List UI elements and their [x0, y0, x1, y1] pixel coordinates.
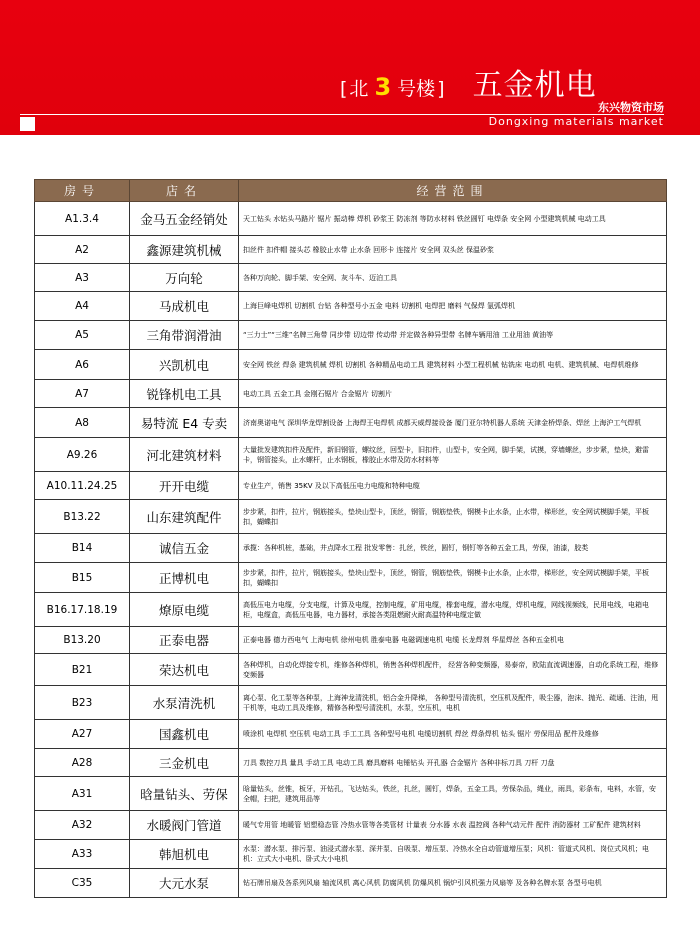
table-row [35, 408, 667, 438]
room-number-cell: A32 [35, 811, 130, 840]
table-row [35, 350, 667, 380]
column-header-business: 经营范围 [239, 180, 667, 202]
business-scope-cell: 高低压电力电缆，分支电缆，计算及电缆，控制电缆，矿用电缆，橡套电缆，潜水电缆，焊机电缆，网线视频线，民用电线，电箱电柜，电缆盒，高低压电器，电力器材，承接各类阻燃耐火耐高温特种电缆定做 [239, 593, 667, 627]
table-row [35, 869, 667, 898]
table-row [35, 292, 667, 321]
business-scope-cell: 水泵：潜水泵、排污泵、油浸式潜水泵、深井泵、自吸泵、增压泵、冷热水全自动管道增压泵；风机：管道式风机、岗位式风机；电机：立式大小电机、卧式大小电机 [239, 840, 667, 869]
room-number-cell: B15 [35, 563, 130, 593]
table-body [35, 202, 667, 898]
room-number-cell: A9.26 [35, 438, 130, 472]
column-header-room: 房号 [35, 180, 130, 202]
business-scope-cell: 各种焊机，自动化焊接专机，维修各种焊机，销售各种焊机配件， 经营各种变频器，易泰帝，欧陆直流调速器，自动化系统工程，维修变频器 [239, 654, 667, 686]
shop-name-cell: 诚信五金 [130, 534, 239, 563]
business-scope-cell: 上海巨峰电焊机 切割机 台钻 各种型号小五金 电料 切割机 电焊把 磨料 气保焊 氩弧焊机 [239, 292, 667, 321]
table-row [35, 749, 667, 777]
title-bracket-close: ] [437, 78, 445, 100]
room-number-cell: A2 [35, 236, 130, 264]
shop-name-cell: 大元水泵 [130, 869, 239, 898]
table-row [35, 563, 667, 593]
shop-name-cell: 锐锋机电工具 [130, 380, 239, 408]
business-scope-cell: 刀具 数控刀具 量具 手动工具 电动工具 磨具磨料 电锤钻头 开孔器 合金锯片 各种非标刀具 刀杆 刀盘 [239, 749, 667, 777]
business-scope-cell: 正泰电器 德力西电气 上海电机 徐州电机 胜泰电器 电磁调速电机 电缆 长龙焊剂 华星焊丝 各种五金机电 [239, 627, 667, 654]
room-number-cell: A7 [35, 380, 130, 408]
decorative-square [20, 117, 35, 131]
table-row [35, 321, 667, 350]
table-row [35, 654, 667, 686]
table-row [35, 380, 667, 408]
table-row [35, 202, 667, 236]
title-bracket-open: [ [340, 78, 348, 100]
shop-name-cell: 开开电缆 [130, 472, 239, 500]
business-scope-cell: 离心泵、化工泵等各种泵，上海神龙清洗机，铝合金升降梯， 各种型号清洗机，空压机及配件，吸尘器，泡沫、抛光、疏通、注油，甩干机等，电动工具及维修，精修各种型号清洗机，水泵，空压机，电机 [239, 686, 667, 720]
shop-name-cell: 水暖阀门管道 [130, 811, 239, 840]
shop-name-cell: 兴凯机电 [130, 350, 239, 380]
shop-name-cell: 荣达机电 [130, 654, 239, 686]
table-row [35, 438, 667, 472]
business-scope-cell: 天工钻头 水钻头马路片 锯片 振动棒 焊机 砂浆王 防冻剂 等防水材料 铁丝圆钉 电焊条 安全网 小型建筑机械 电动工具 [239, 202, 667, 236]
shop-name-cell: 三金机电 [130, 749, 239, 777]
table-row [35, 500, 667, 534]
shop-name-cell: 马成机电 [130, 292, 239, 321]
table-row [35, 811, 667, 840]
shop-name-cell: 水泵清洗机 [130, 686, 239, 720]
column-header-shop: 店名 [130, 180, 239, 202]
room-number-cell: B21 [35, 654, 130, 686]
shop-name-cell: 万向轮 [130, 264, 239, 292]
business-scope-cell: 钻石牌吊扇及各系列风扇 轴流风机 离心风机 防腐风机 防爆风机 锅炉引风机强力风扇等 及各种名牌水泵 各型号电机 [239, 869, 667, 898]
shop-name-cell: 晗量钻头、劳保 [130, 777, 239, 811]
market-name-cn: 东兴物资市场 [598, 101, 664, 114]
table-row [35, 840, 667, 869]
room-number-cell: B14 [35, 534, 130, 563]
business-scope-cell: 晗量钻头，丝锥，板牙，开钻孔，飞达钻头，铁丝，扎丝，圆钉，焊条，五金工具，劳保杂品，绳业，雨具，彩条布，电料，水管，安全帽，扫把，建筑用品等 [239, 777, 667, 811]
table-row [35, 264, 667, 292]
table-row [35, 627, 667, 654]
shop-name-cell: 金马五金经销处 [130, 202, 239, 236]
table-row [35, 534, 667, 563]
business-scope-cell: 济南奥诺电气 深圳华龙焊割设备 上海焊王电焊机 成都天威焊接设备 厦门亚尔特机器人系统 天津金桥焊条、焊丝 上海沪工气焊机 [239, 408, 667, 438]
room-number-cell: A4 [35, 292, 130, 321]
category-title: 五金机电 [472, 68, 597, 103]
building-title [340, 60, 597, 103]
room-number-cell: A3 [35, 264, 130, 292]
room-number-cell: B23 [35, 686, 130, 720]
shop-name-cell: 正博机电 [130, 563, 239, 593]
business-scope-cell: 大量批发建筑扣件及配件，新旧钢管，螺纹丝，回型卡，旧扣件，山型卡，安全网，脚手架，试摸，穿墙螺丝，步步紧，垫块，避雷卡，钢管接头，止水螺杆，止水钢板，橡胶止水带及防水材料等 [239, 438, 667, 472]
business-scope-cell: 扣丝件 扣件帽 接头芯 橡胶止水带 止水条 回形卡 连接片 安全网 双头丝 保温砂浆 [239, 236, 667, 264]
market-name-en: Dongxing materials market [488, 115, 664, 128]
shop-name-cell: 韩旭机电 [130, 840, 239, 869]
shop-name-cell: 国鑫机电 [130, 720, 239, 749]
room-number-cell: A6 [35, 350, 130, 380]
room-number-cell: A28 [35, 749, 130, 777]
room-number-cell: A10.11.24.25 [35, 472, 130, 500]
table-row [35, 236, 667, 264]
building-prefix: 北 [349, 78, 369, 100]
shop-directory-table [34, 179, 667, 898]
business-scope-cell: 暖气专用管 地暖管 铝塑稳态管 冷热水管等各类管材 计量表 分水器 水表 温控阀 各种气动元件 配件 消防器材 工矿配件 建筑材料 [239, 811, 667, 840]
business-scope-cell: 电动工具 五金工具 金刚石锯片 合金锯片 切割片 [239, 380, 667, 408]
room-number-cell: B16.17.18.19 [35, 593, 130, 627]
room-number-cell: A33 [35, 840, 130, 869]
table-row [35, 777, 667, 811]
table-header-row [35, 180, 667, 202]
building-suffix: 号楼 [397, 78, 436, 100]
shop-name-cell: 山东建筑配件 [130, 500, 239, 534]
business-scope-cell: “三力士”“三维”名牌三角带 同步带 切边带 传动带 并定做各种异型带 名牌车辆用油 工业用油 黄油等 [239, 321, 667, 350]
room-number-cell: A8 [35, 408, 130, 438]
table-row [35, 472, 667, 500]
shop-name-cell: 燎原电缆 [130, 593, 239, 627]
room-number-cell: B13.22 [35, 500, 130, 534]
business-scope-cell: 专业生产，销售 35KV 及以下高低压电力电缆和特种电缆 [239, 472, 667, 500]
header-banner [0, 0, 700, 135]
business-scope-cell: 喷涂机 电焊机 空压机 电动工具 手工工具 各种型号电机 电缆切割机 焊丝 焊条焊机 钻头 锯片 劳保用品 配件及维修 [239, 720, 667, 749]
room-number-cell: C35 [35, 869, 130, 898]
shop-name-cell: 三角带润滑油 [130, 321, 239, 350]
shop-name-cell: 鑫源建筑机械 [130, 236, 239, 264]
room-number-cell: A1.3.4 [35, 202, 130, 236]
shop-name-cell: 易特流 E4 专卖 [130, 408, 239, 438]
room-number-cell: A5 [35, 321, 130, 350]
business-scope-cell: 各种万向轮、脚手架、安全网、灰斗车、迈泊工具 [239, 264, 667, 292]
business-scope-cell: 步步紧，扣件，拉片，钢筋接头，垫块山型卡，顶丝，钢管，钢筋垫铁，钢模卡止水条，止水带，梯形丝，安全网试模脚手架，平板扣，蝴蝶扣 [239, 500, 667, 534]
shop-name-cell: 河北建筑材料 [130, 438, 239, 472]
table-row [35, 686, 667, 720]
room-number-cell: A31 [35, 777, 130, 811]
business-scope-cell: 步步紧，扣件，拉片，钢筋接头，垫块山型卡，顶丝，钢管，钢筋垫铁，钢模卡止水条，止水带，梯形丝，安全网试模脚手架，平板扣，蝴蝶扣 [239, 563, 667, 593]
business-scope-cell: 安全网 铁丝 焊条 建筑机械 焊机 切割机 各种精品电动工具 建筑材料 小型工程机械 钻铣床 电动机 电机、建筑机械、电焊机维修 [239, 350, 667, 380]
table-row [35, 593, 667, 627]
table-row [35, 720, 667, 749]
room-number-cell: A27 [35, 720, 130, 749]
building-number: 3 [374, 73, 392, 101]
room-number-cell: B13.20 [35, 627, 130, 654]
business-scope-cell: 承揽：各种机桩，基础，井点降水工程 批发零售：扎丝，铁丝，圆钉，钢钉等各种五金工具，劳保，油漆，胶类 [239, 534, 667, 563]
shop-name-cell: 正泰电器 [130, 627, 239, 654]
